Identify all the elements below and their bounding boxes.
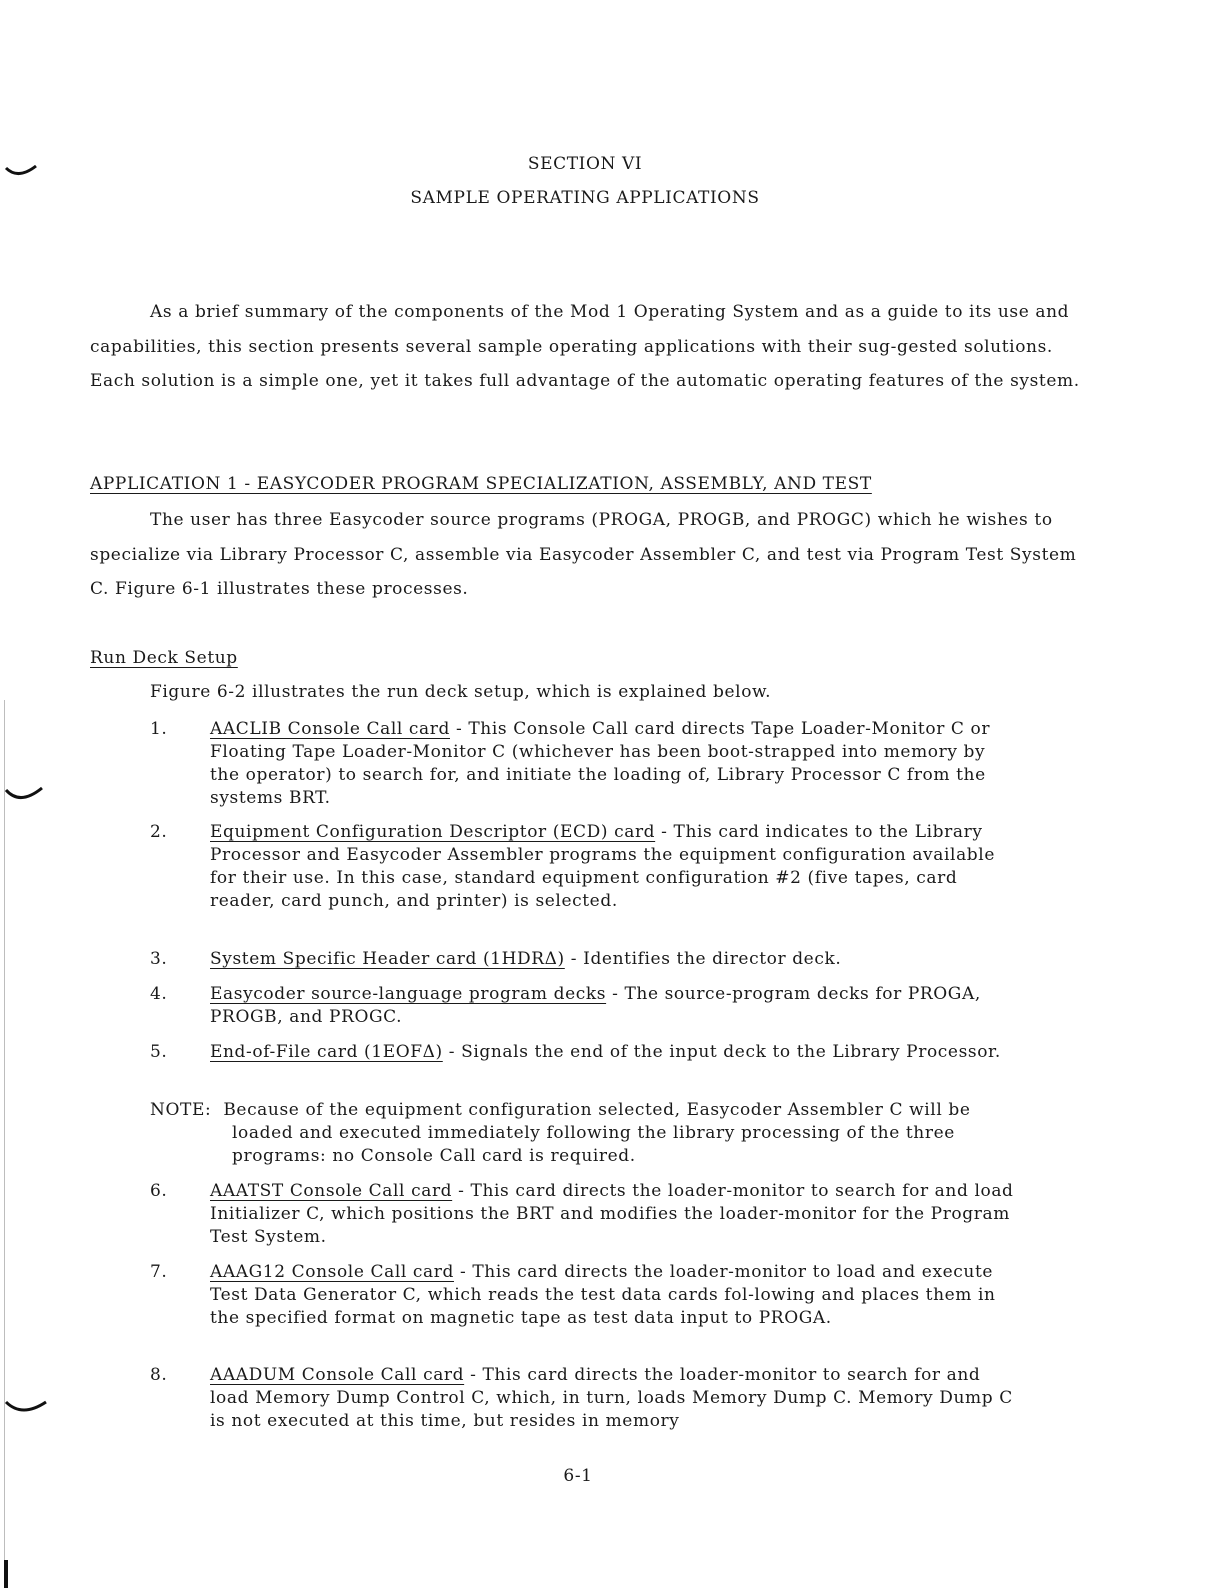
note-block [150, 1099, 1020, 1168]
application-paragraph: The user has three Easycoder source programs (PROGA, PROGB, and PROGC) which he wishes to specialize via Library Processor C, assemble via Easycoder Assembler C, and test via Program Test System C. Figure 6-1 illustrates these processes. [90, 510, 1077, 599]
intro-paragraph: As a brief summary of the components of the Mod 1 Operating System and as a guide to its use and capabilities, this section presents several sample operating applications with their sug-gested solutions. Each solution is a simple one, yet it takes full advantage of the automatic operating features of the system. [90, 302, 1080, 391]
scan-edge-mark [4, 1560, 8, 1588]
run-deck-intro: Figure 6-2 illustrates the run deck setup, which is explained below. [150, 682, 772, 702]
section-number: SECTION VI [527, 154, 643, 174]
punch-mark-icon [4, 1396, 48, 1418]
page-number: 6-1 [563, 1466, 593, 1486]
note-text: Because of the equipment configuration selected, Easycoder Assembler C will be loaded and executed immediately following the library processing of the three programs: no Console Call card is required. [223, 1100, 971, 1166]
application-heading: APPLICATION 1 - EASYCODER PROGRAM SPECIALIZATION, ASSEMBLY, AND TEST [90, 474, 872, 494]
run-deck-heading: Run Deck Setup [90, 648, 238, 668]
punch-mark-icon [4, 784, 44, 806]
page-title: SAMPLE OPERATING APPLICATIONS [410, 188, 760, 208]
scan-edge-line [4, 700, 5, 1588]
note-label: NOTE: [150, 1100, 212, 1120]
